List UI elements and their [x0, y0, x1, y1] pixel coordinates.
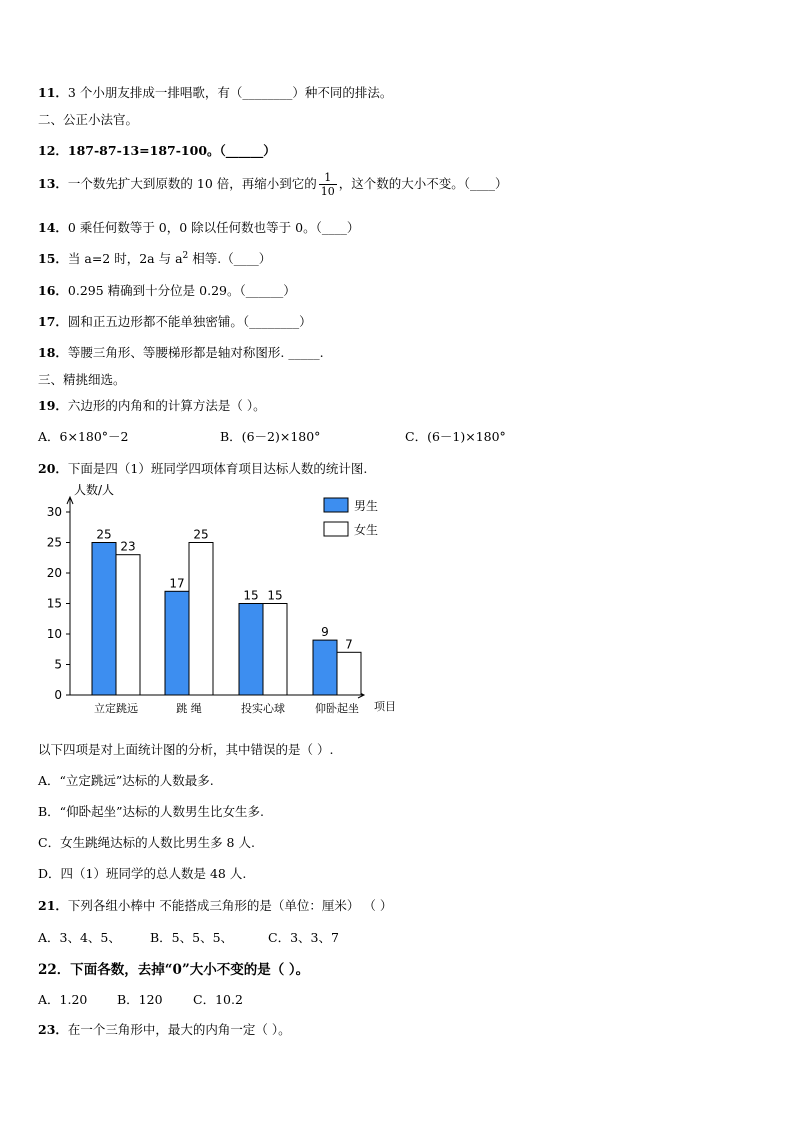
- option-a: A．“立定跳远”达标的人数最多.: [38, 773, 214, 788]
- option-d: D．四（1）班同学的总人数是 48 人.: [38, 866, 247, 881]
- data-label: 17: [169, 576, 185, 591]
- legend-label: 女生: [354, 523, 379, 537]
- question-12: [38, 141, 276, 159]
- y-tick-label: 5: [54, 657, 62, 672]
- option-a: A．6×180°－2: [38, 429, 129, 444]
- question-number: 20．: [38, 461, 68, 476]
- option-c: C．女生跳绳达标的人数比男生多 8 人.: [38, 835, 255, 850]
- data-label: 15: [243, 588, 259, 603]
- question-text: 在一个三角形中，最大的内角一定（ ）。: [67, 1022, 291, 1037]
- question-text: 下列各组小棒中 不能搭成三角形的是（单位：厘米） （ ）: [67, 898, 393, 913]
- data-label: 9: [321, 625, 329, 640]
- question-text: 0.295 精确到十分位是 0.29。（______）: [67, 283, 296, 298]
- option-b: B．120: [117, 992, 163, 1007]
- question-text: 六边形的内角和的计算方法是（ ）。: [67, 398, 266, 413]
- question-number: 16．: [38, 283, 68, 298]
- question-text: 圆和正五边形都不能单独密铺。（________）: [67, 314, 312, 329]
- question-text: 下面是四（1）班同学四项体育项目达标人数的统计图.: [67, 461, 368, 476]
- data-label: 25: [193, 527, 209, 542]
- category-label: 跳 绳: [176, 702, 202, 715]
- question-22: [38, 958, 309, 978]
- legend-swatch-girls: [324, 522, 348, 536]
- question-number: 17．: [38, 314, 68, 329]
- question-23: [38, 1020, 291, 1038]
- option-a: A．1.20: [38, 992, 88, 1007]
- y-tick-label: 20: [46, 566, 62, 580]
- y-tick-label: 25: [46, 535, 62, 550]
- question-text-a: 一个数先扩大到原数的 10 倍，再缩小到它的: [67, 176, 317, 191]
- question-21: [38, 896, 392, 914]
- y-tick-label: 0: [54, 688, 62, 702]
- question-18: [38, 343, 324, 361]
- question-text-b: 相等.（____）: [188, 251, 272, 266]
- option-b: B．5、5、5、: [150, 930, 234, 945]
- option-c: C．(6－1)×180°: [405, 429, 506, 444]
- fraction: [319, 171, 337, 198]
- question-number: 21．: [38, 898, 68, 913]
- question-19: [38, 396, 266, 414]
- question-16: [38, 281, 296, 299]
- question-20: [38, 459, 367, 477]
- y-tick-label: 30: [46, 505, 62, 519]
- option-c: C．3、3、7: [268, 930, 339, 945]
- option-a: A．3、4、5、: [38, 930, 121, 945]
- question-text: 0 乘任何数等于 0，0 除以任何数也等于 0。（____）: [67, 220, 360, 235]
- bar-boys: [92, 543, 116, 696]
- question-text: 187-87-13=187-100。（______）: [67, 143, 276, 158]
- data-label: 15: [267, 588, 283, 603]
- bar-girls: [337, 652, 361, 695]
- bar-girls: [189, 543, 213, 696]
- y-tick-label: 15: [46, 596, 62, 611]
- question-number: 15．: [38, 251, 68, 266]
- question-14: [38, 218, 359, 236]
- bar-boys: [313, 640, 337, 695]
- data-label: 23: [120, 539, 136, 554]
- y-tick-label: 10: [46, 627, 62, 641]
- bar-boys: [165, 591, 189, 695]
- fraction-denominator: 10: [320, 185, 335, 198]
- data-label: 7: [345, 637, 353, 652]
- bar-girls: [263, 604, 287, 696]
- question-11: [38, 83, 392, 101]
- question-number: 12．: [38, 143, 68, 158]
- question-number: 19．: [38, 398, 68, 413]
- question-text-b: ，这个数的大小不变。（____）: [338, 176, 508, 191]
- question-13: [38, 171, 508, 198]
- question-20-prompt: 以下四项是对上面统计图的分析，其中错误的是（ ）.: [38, 742, 334, 757]
- question-text-a: 当 a=2 时，2a 与 a: [67, 251, 183, 266]
- question-number: 11．: [38, 85, 68, 100]
- fraction-numerator: 1: [319, 171, 337, 185]
- option-b: B．(6－2)×180°: [220, 429, 321, 444]
- question-15: [38, 249, 271, 267]
- question-text: 等腰三角形、等腰梯形都是轴对称图形. _____.: [67, 345, 324, 360]
- bar-chart: [34, 482, 414, 722]
- section-3-heading: 三、精挑细选。: [38, 372, 126, 387]
- option-b: B．“仰卧起坐”达标的人数男生比女生多.: [38, 804, 264, 819]
- question-number: 22．: [38, 962, 71, 978]
- question-number: 13．: [38, 176, 68, 191]
- category-label: 投实心球: [241, 702, 285, 715]
- legend-label: 男生: [354, 499, 379, 513]
- bar-boys: [239, 604, 263, 696]
- category-label: 仰卧起坐: [315, 702, 359, 715]
- category-label: 立定跳远: [94, 702, 138, 715]
- y-axis-label: 人数/人: [74, 483, 115, 497]
- question-number: 18．: [38, 345, 68, 360]
- question-17: [38, 312, 312, 330]
- question-number: 23．: [38, 1022, 68, 1037]
- question-text: 下面各数，去掉“0”大小不变的是（ ）。: [70, 962, 310, 978]
- legend-swatch-boys: [324, 498, 348, 512]
- section-2-heading: 二、公正小法官。: [38, 112, 139, 127]
- bar-girls: [116, 555, 140, 695]
- question-text: 3 个小朋友排成一排唱歌，有（________）种不同的排法。: [67, 85, 393, 100]
- x-axis-label: 项目: [374, 700, 396, 713]
- data-label: 25: [96, 527, 112, 542]
- superscript: 2: [182, 250, 189, 261]
- option-c: C．10.2: [193, 992, 243, 1007]
- question-number: 14．: [38, 220, 68, 235]
